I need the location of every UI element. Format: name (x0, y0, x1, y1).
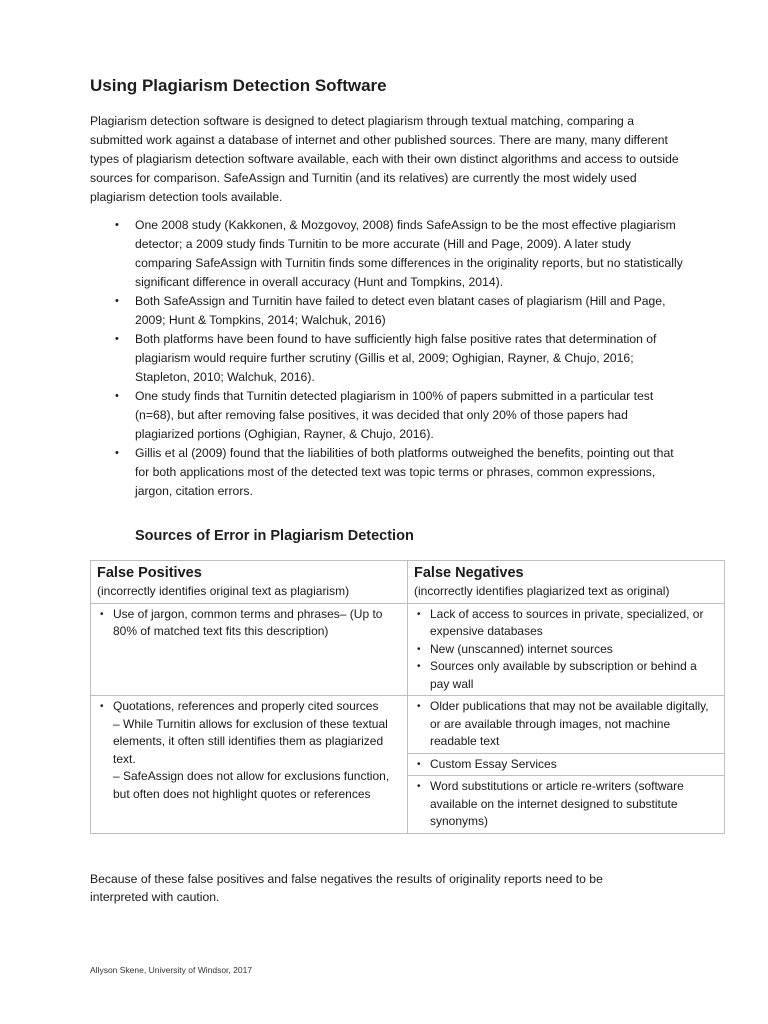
bullet-icon: • (417, 758, 421, 770)
list-item: • Word substitutions or article re-writers (software available on the internet designed to substitute synonyms) (417, 779, 684, 828)
list-item: • Older publications that may not be available digitally, or are available through images, not machine readable text (417, 699, 709, 748)
section-subtitle: Sources of Error in Plagiarism Detection (135, 528, 414, 544)
bullet-icon: • (115, 219, 119, 231)
sub-cell (408, 753, 724, 774)
bullet-icon: • (417, 661, 421, 672)
bullet-icon: • (115, 333, 119, 345)
bullet-icon: • (115, 447, 119, 459)
table-cell (91, 603, 408, 696)
table-cell (91, 696, 408, 834)
sub-cell (408, 775, 724, 831)
false-positives-header: False Positives (incorrectly identifies original text as plagiarism) (91, 561, 408, 604)
table-header-row (91, 561, 725, 604)
list-item: • Quotations, references and properly cited sources – While Turnitin allows for exclusion of these textual elements, it often still identifies them as plagiarized text. – SafeAssign does not allow for exclusions function, but often does not highlight quotes or references (100, 699, 390, 801)
table-cell (408, 603, 725, 696)
list-item: • New (unscanned) internet sources (414, 641, 718, 659)
table-cell (408, 696, 725, 834)
footer-credit: Allyson Skene, University of Windsor, 2017 (90, 965, 253, 975)
error-sources-table (90, 560, 725, 834)
list-item: • Sources only available by subscription or behind a pay wall (417, 659, 697, 691)
conclusion-paragraph: Because of these false positives and false negatives the results of originality reports need to be interpreted with caution. (90, 872, 603, 904)
bullet-icon: • (417, 643, 421, 655)
bullet-icon: • (417, 608, 421, 620)
intro-paragraph: Plagiarism detection software is designed to detect plagiarism through textual matching, comparing a submitted work against a database of internet and other published sources. There are many, many different types of plagiarism detection software available, each with their own distinct algorithms and access to outside sources for comparison. SafeAssign and Turnitin (and its relatives) are currently the most widely used plagiarism detection tools available. (90, 114, 679, 204)
list-item: • One 2008 study (Kakkonen, & Mozgovoy, 2008) finds SafeAssign to be the most effective plagiarism detector; a 2009 study finds Turnitin to be more accurate (Hill and Page, 2009). A later study comparing SafeAssign with Turnitin finds some differences in the originality reports, but no statistically significant difference in overall accuracy (Hunt and Tompkins, 2014). (115, 218, 683, 289)
list-item: • Both platforms have been found to have sufficiently high false positive rates that determination of plagiarism would require further scrutiny (Gillis et al, 2009; Oghigian, Rayner, & Chujo, 2016; Stapleton, 2010; Walchuk, 2016). (115, 332, 657, 384)
bullet-icon: • (100, 608, 104, 620)
list-item: • Use of jargon, common terms and phrases– (Up to 80% of matched text fits this description) (100, 606, 383, 638)
list-item: • One study finds that Turnitin detected plagiarism in 100% of papers submitted in a particular test (n=68), but after removing false positives, it was decided that only 20% of those papers had plagiarized portions (Oghigian, Rayner, & Chujo, 2016). (115, 389, 654, 441)
list-item: • Custom Essay Services (414, 756, 718, 774)
bullet-icon: • (115, 295, 119, 307)
list-item: • Both SafeAssign and Turnitin have failed to detect even blatant cases of plagiarism (Hill and Page, 2009; Hunt & Tompkins, 2014; Walchuk, 2016) (115, 294, 666, 327)
bullet-icon: • (100, 701, 104, 712)
bullet-icon: • (115, 390, 119, 402)
study-findings-list (90, 216, 690, 501)
bullet-icon: • (417, 781, 421, 792)
table-row (91, 696, 725, 834)
page-title: Using Plagiarism Detection Software (90, 76, 387, 95)
table-row (91, 603, 725, 696)
list-item: • Lack of access to sources in private, specialized, or expensive databases (417, 606, 704, 638)
false-negatives-header: False Negatives (incorrectly identifies plagiarized text as original) (408, 561, 725, 604)
bullet-icon: • (417, 701, 421, 712)
list-item: • Gillis et al (2009) found that the liabilities of both platforms outweighed the benefits, pointing out that for both applications most of the detected text was topic terms or phrases, common expressions, jargon, citation errors. (115, 446, 674, 498)
